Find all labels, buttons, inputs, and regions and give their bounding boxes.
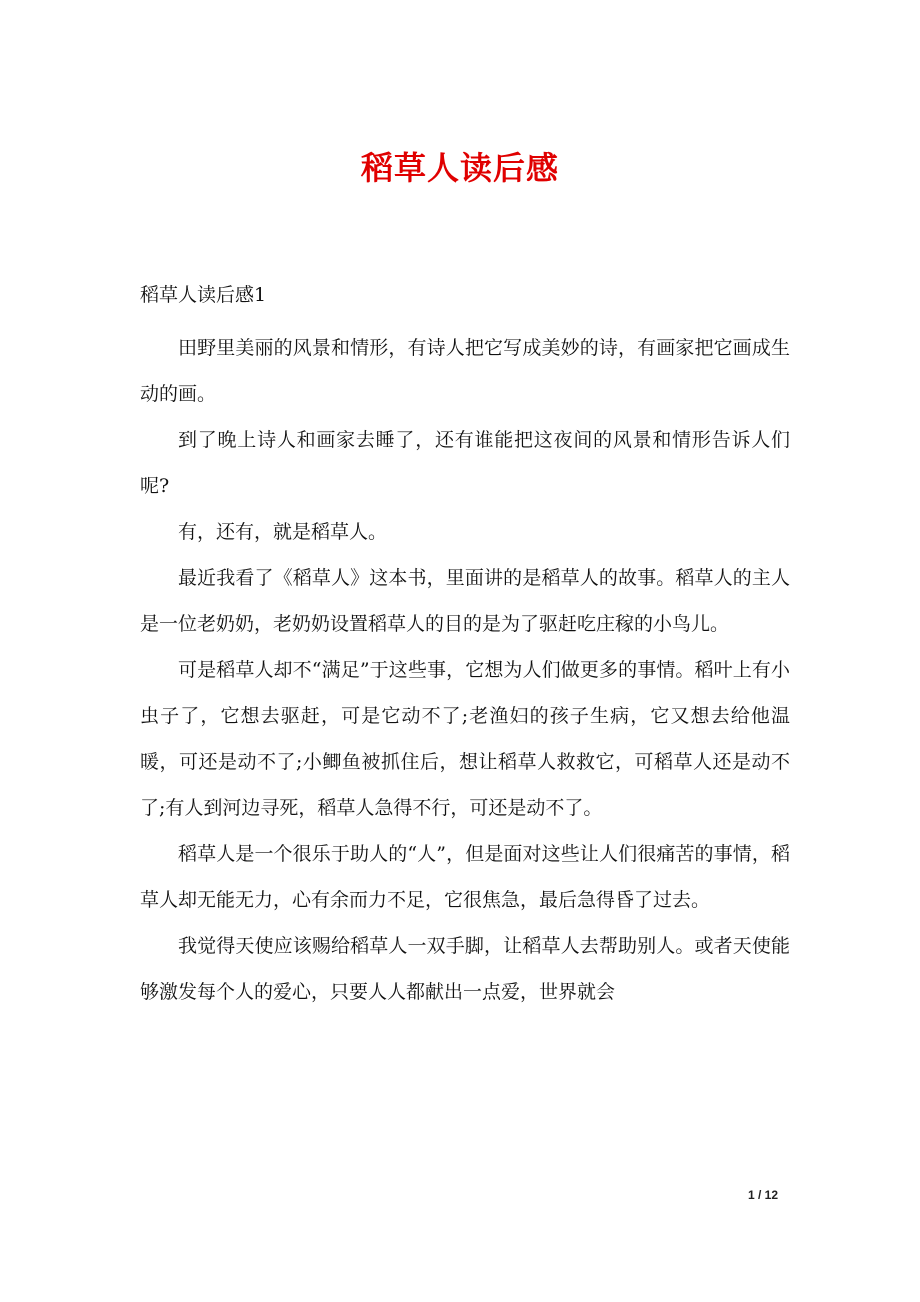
paragraph-1: 田野里美丽的风景和情形，有诗人把它写成美妙的诗，有画家把它画成生动的画。 [140, 337, 790, 405]
paragraph-6: 稻草人是一个很乐于助人的“人”，但是面对这些让人们很痛苦的事情，稻草人却无能无力，心有余而力不足，它很焦急，最后急得昏了过去。 [140, 843, 790, 911]
section-heading: 稻草人读后感1 [140, 284, 267, 306]
paragraph-4: 最近我看了《稻草人》这本书，里面讲的是稻草人的故事。稻草人的主人是一位老奶奶，老奶奶设置稻草人的目的是为了驱赶吃庄稼的小鸟儿。 [140, 567, 790, 635]
paragraph-2: 到了晚上诗人和画家去睡了，还有谁能把这夜间的风景和情形告诉人们呢? [140, 429, 790, 497]
paragraph-5: 可是稻草人却不“满足”于这些事，它想为人们做更多的事情。稻叶上有小虫子了，它想去驱赶，可是它动不了;老渔妇的孩子生病，它又想去给他温暖，可还是动不了;小鲫鱼被抓住后，想让稻草人救救它，可稻草人还是动不了;有人到河边寻死，稻草人急得不行，可还是动不了。 [140, 659, 790, 819]
document-body [140, 325, 790, 1015]
document-title: 稻草人读后感 [360, 149, 559, 187]
page-indicator: 1 / 12 [747, 1188, 778, 1202]
paragraph-7: 我觉得天使应该赐给稻草人一双手脚，让稻草人去帮助别人。或者天使能够激发每个人的爱心，只要人人都献出一点爱，世界就会 [140, 935, 790, 1003]
paragraph-3: 有，还有，就是稻草人。 [178, 521, 388, 543]
